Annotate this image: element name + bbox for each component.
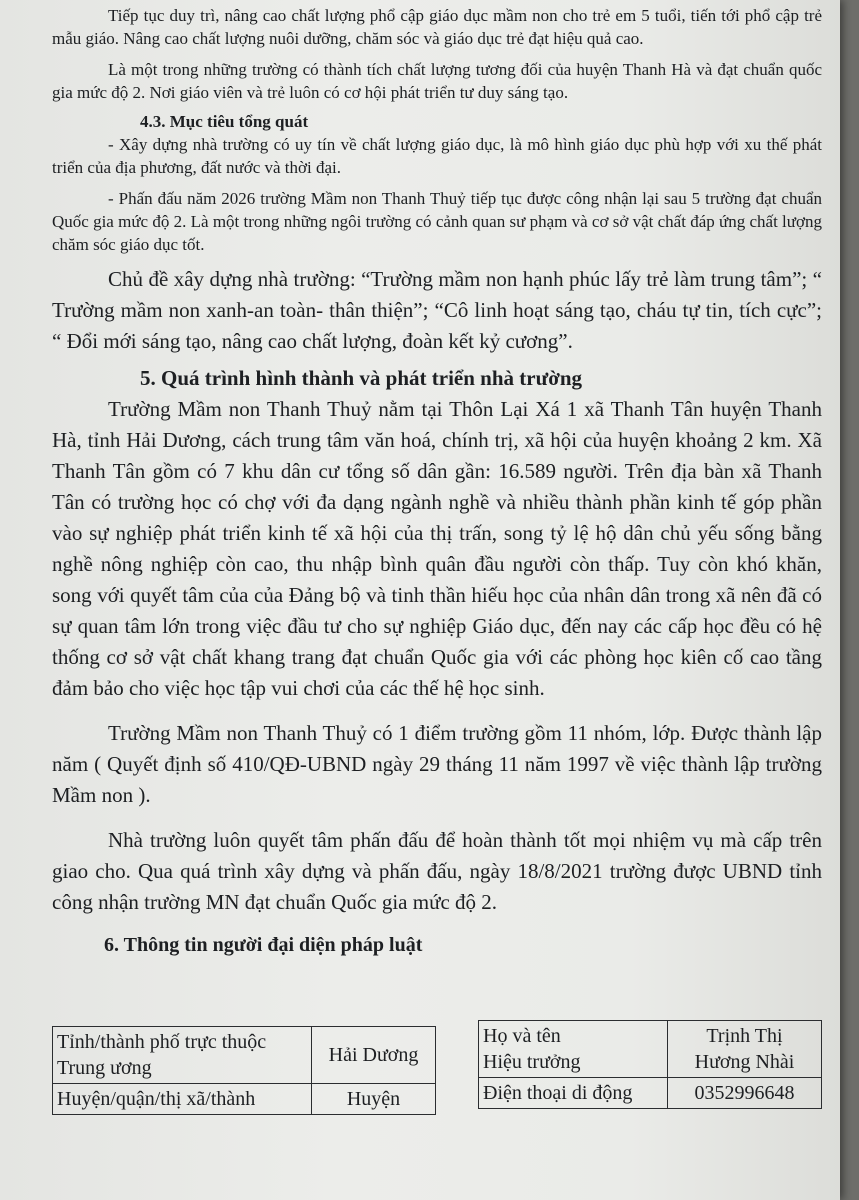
representative-tables	[52, 1026, 824, 1138]
heading-5: 5. Quá trình hình thành và phát triển nhà trường	[140, 366, 583, 390]
table-row	[479, 1078, 822, 1109]
paragraph-thanh-tich: Là một trong những trường có thành tích chất lượng tương đối của huyện Thanh Hà và đạt chuẩn quốc gia mức độ 2. Nơi giáo viên và trẻ luôn có cơ hội phát triển tư duy sáng tạo.	[52, 60, 822, 102]
cell-name-value	[668, 1021, 822, 1078]
table-row	[479, 1021, 822, 1078]
paragraph-quyet-tam: Nhà trường luôn quyết tâm phấn đấu để hoàn thành tốt mọi nhiệm vụ mà cấp trên giao cho. Qua quá trình xây dựng và phấn đấu, ngày 18/8/2021 trường được UBND tỉnh công nhận trường MN đạt chuẩn Quốc gia mức độ 2.	[52, 828, 822, 914]
paragraph-chu-de: Chủ đề xây dựng nhà trường: “Trường mầm non hạnh phúc lấy trẻ làm trung tâm”; “ Trường mầm non xanh-an toàn- thân thiện”; “Cô linh hoạt sáng tạo, cháu tự tin, tích cực”; “ Đổi mới sáng tạo, nâng cao chất lượng, đoàn kết kỷ cương”.	[52, 267, 822, 353]
table-representative	[478, 1020, 822, 1109]
paragraph-pho-cap: Tiếp tục duy trì, nâng cao chất lượng phổ cập giáo dục mầm non cho trẻ em 5 tuổi, tiến tới phổ cập trẻ mẫu giáo. Nâng cao chất lượng nuôi dưỡng, chăm sóc và giáo dục trẻ đạt hiệu quả cao.	[52, 6, 822, 48]
value-name-line2: Hương Nhài	[694, 1051, 795, 1073]
label-hieu-truong: Hiệu trưởng	[483, 1051, 581, 1073]
paragraph-xay-dung: - Xây dựng nhà trường có uy tín về chất lượng giáo dục, là mô hình giáo dục phù hợp với xu thế phát triển của địa phương, đất nước và thời đại.	[52, 135, 822, 177]
paragraph-phan-dau: - Phấn đấu năm 2026 trường Mầm non Thanh Thuỷ tiếp tục được công nhận lại sau 5 trường đạt chuẩn Quốc gia mức độ 2. Là một trong những ngôi trường có cảnh quan sư phạm và cơ sở vật chất đáp ứng chất lượng chăm sóc giáo dục tốt.	[52, 189, 822, 254]
table-location	[52, 1026, 436, 1115]
heading-6: 6. Thông tin người đại diện pháp luật	[104, 934, 423, 956]
label-ho-ten: Họ và tên	[483, 1025, 561, 1047]
cell-name-label	[479, 1021, 668, 1078]
table-row	[53, 1027, 436, 1084]
cell-province-value: Hải Dương	[312, 1027, 436, 1084]
cell-district-value: Huyện	[312, 1084, 436, 1115]
paragraph-qua-trinh: Trường Mầm non Thanh Thuỷ nằm tại Thôn Lại Xá 1 xã Thanh Tân huyện Thanh Hà, tỉnh Hải Dương, cách trung tâm văn hoá, chính trị, xã hội của huyện khoảng 2 km. Xã Thanh Tân gồm có 7 khu dân cư tổng số dân gần: 16.589 người. Trên địa bàn xã Thanh Tân có trường học có chợ với đa dạng ngành nghề và nhiều thành phần kinh tế góp phần vào sự nghiệp phát triển kinh tế xã hội của thị trấn, song tỷ lệ hộ dân chủ yếu sống bằng nghề nông nghiệp còn cao, thu nhập bình quân đầu người còn thấp. Tuy còn khó khăn, song với quyết tâm của của Đảng bộ và tinh thần hiếu học của nhân dân trong xã nên đã có sự quan tâm lớn trong việc đầu tư cho sự nghiệp Giáo dục, đến nay các cấp học đều có hệ thống cơ sở vật chất khang trang đạt chuẩn Quốc gia với các phòng học kiên cố cao tầng đảm bảo cho việc học tập vui chơi của các thế hệ học sinh.	[52, 397, 822, 700]
paragraph-diem-truong: Trường Mầm non Thanh Thuỷ có 1 điểm trường gồm 11 nhóm, lớp. Được thành lập năm ( Quyết định số 410/QĐ-UBND ngày 29 tháng 11 năm 1997 về việc thành lập trường Mầm non ).	[52, 721, 822, 807]
cell-phone-value: 0352996648	[668, 1078, 822, 1109]
table-row	[53, 1084, 436, 1115]
value-name-line1: Trịnh Thị	[706, 1025, 783, 1047]
heading-4-3: 4.3. Mục tiêu tổng quát	[140, 112, 309, 131]
document-body	[52, 4, 822, 961]
cell-phone-label: Điện thoại di động	[479, 1078, 668, 1109]
cell-province-label: Tỉnh/thành phố trực thuộc Trung ương	[53, 1027, 312, 1084]
cell-district-label: Huyện/quận/thị xã/thành	[53, 1084, 312, 1115]
